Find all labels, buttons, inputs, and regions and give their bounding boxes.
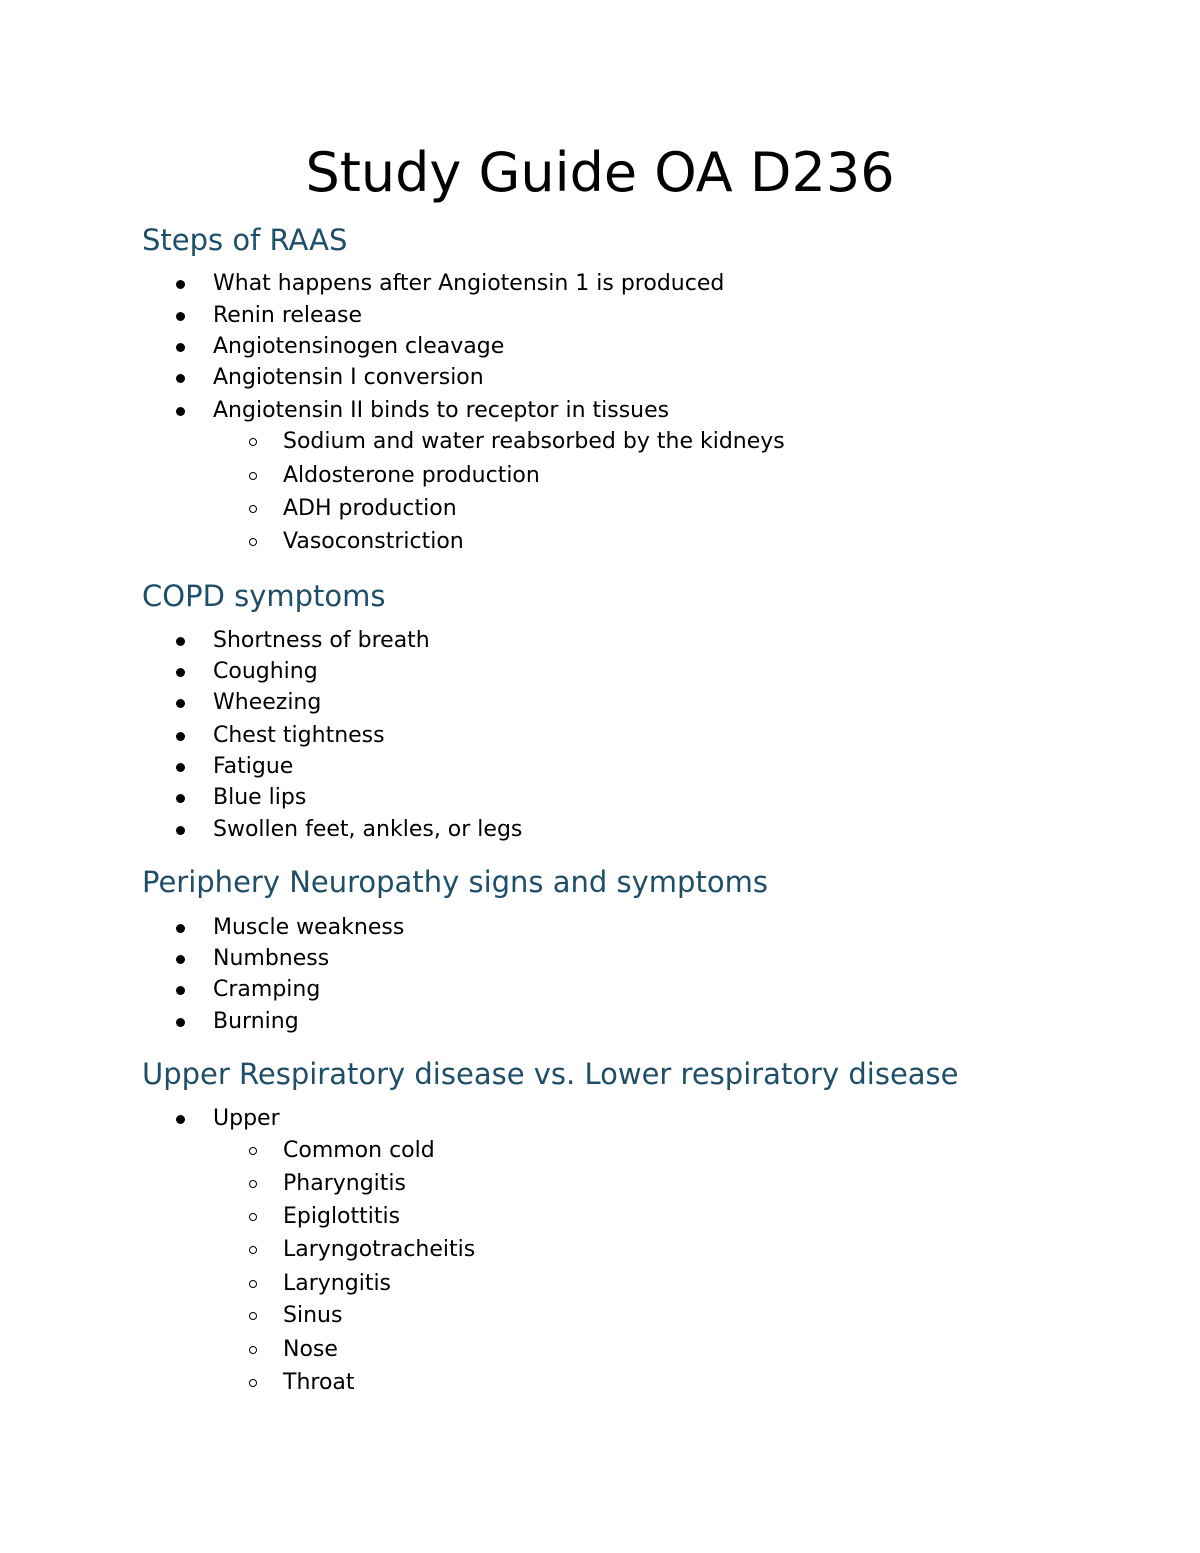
- sub-list-item: Sodium and water reabsorbed by the kidneys: [283, 428, 785, 456]
- bullet-icon: [176, 312, 185, 321]
- list-item: Shortness of breath: [213, 627, 430, 655]
- list-item: Numbness: [213, 945, 329, 973]
- bullet-icon: [176, 1115, 185, 1124]
- bullet-icon: [176, 794, 185, 803]
- list-item: Renin release: [213, 302, 362, 330]
- sub-list-item: Pharyngitis: [283, 1170, 406, 1198]
- sub-list-item: Nose: [283, 1336, 338, 1364]
- hollow-bullet-icon: [249, 438, 257, 446]
- hollow-bullet-icon: [249, 505, 257, 513]
- hollow-bullet-icon: [249, 1346, 257, 1354]
- bullet-icon: [176, 1018, 185, 1027]
- bullet-icon: [176, 986, 185, 995]
- bullet-icon: [176, 637, 185, 646]
- bullet-icon: [176, 763, 185, 772]
- hollow-bullet-icon: [249, 1180, 257, 1188]
- list-item: Upper: [213, 1105, 280, 1133]
- list-item: What happens after Angiotensin 1 is produced: [213, 270, 724, 298]
- bullet-icon: [176, 826, 185, 835]
- hollow-bullet-icon: [249, 1280, 257, 1288]
- list-item: Angiotensin II binds to receptor in tissues: [213, 397, 669, 425]
- list-item: Fatigue: [213, 753, 293, 781]
- bullet-icon: [176, 374, 185, 383]
- list-item: Chest tightness: [213, 722, 385, 750]
- sub-list-item: Laryngotracheitis: [283, 1236, 475, 1264]
- hollow-bullet-icon: [249, 472, 257, 480]
- list-item: Wheezing: [213, 689, 321, 717]
- list-item: Cramping: [213, 976, 320, 1004]
- bullet-icon: [176, 280, 185, 289]
- hollow-bullet-icon: [249, 1213, 257, 1221]
- hollow-bullet-icon: [249, 538, 257, 546]
- list-item: Swollen feet, ankles, or legs: [213, 816, 522, 844]
- sub-list-item: Sinus: [283, 1302, 342, 1330]
- list-item: Angiotensinogen cleavage: [213, 333, 504, 361]
- bullet-icon: [176, 732, 185, 741]
- list-item: Blue lips: [213, 784, 306, 812]
- sub-list-item: Common cold: [283, 1137, 435, 1165]
- list-item: Coughing: [213, 658, 318, 686]
- bullet-icon: [176, 924, 185, 933]
- sub-list-item: Laryngitis: [283, 1270, 391, 1298]
- bullet-icon: [176, 343, 185, 352]
- hollow-bullet-icon: [249, 1312, 257, 1320]
- bullet-icon: [176, 407, 185, 416]
- sub-list-item: Aldosterone production: [283, 462, 540, 490]
- bullet-icon: [176, 699, 185, 708]
- section-heading-respiratory: Upper Respiratory disease vs. Lower respiratory disease: [142, 1057, 959, 1091]
- list-item: Muscle weakness: [213, 914, 404, 942]
- section-heading-neuropathy: Periphery Neuropathy signs and symptoms: [142, 865, 768, 899]
- sub-list-item: Throat: [283, 1369, 355, 1397]
- bullet-icon: [176, 955, 185, 964]
- hollow-bullet-icon: [249, 1147, 257, 1155]
- sub-list-item: ADH production: [283, 495, 457, 523]
- bullet-icon: [176, 668, 185, 677]
- section-heading-copd: COPD symptoms: [142, 579, 386, 613]
- document-title: Study Guide OA D236: [305, 141, 895, 204]
- list-item: Angiotensin I conversion: [213, 364, 484, 392]
- sub-list-item: Epiglottitis: [283, 1203, 400, 1231]
- list-item: Burning: [213, 1008, 299, 1036]
- sub-list-item: Vasoconstriction: [283, 528, 464, 556]
- hollow-bullet-icon: [249, 1246, 257, 1254]
- section-heading-raas: Steps of RAAS: [142, 223, 348, 257]
- hollow-bullet-icon: [249, 1379, 257, 1387]
